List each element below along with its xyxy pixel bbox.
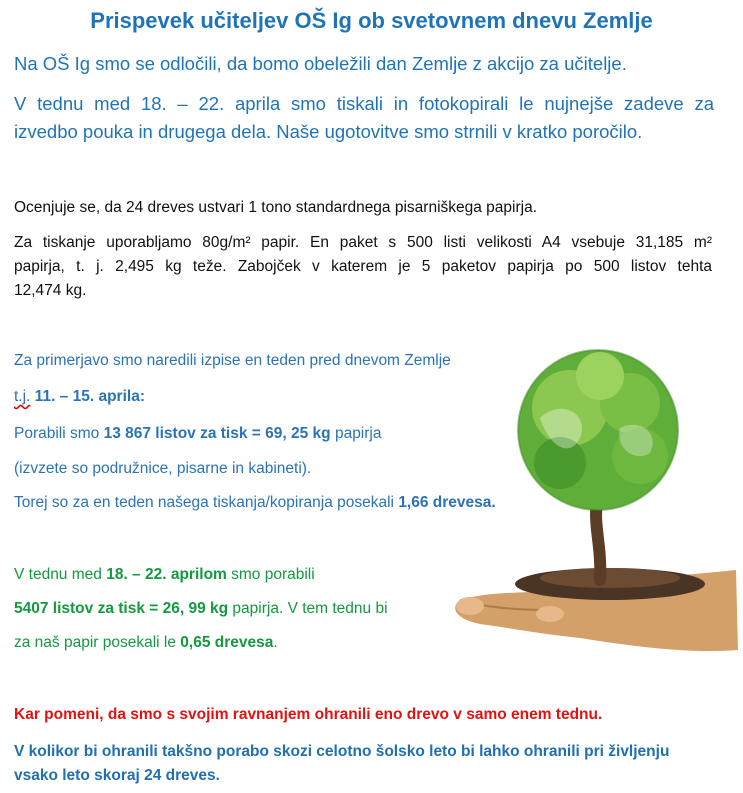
before-dates <box>14 386 145 408</box>
page-title: Prispevek učiteljev OŠ Ig ob svetovnem dnevu Zemlje <box>90 8 653 33</box>
before-usage <box>14 423 381 445</box>
before-ti: t.j. <box>14 388 31 405</box>
facts-line-3: 12,474 kg. <box>14 282 87 299</box>
before-usage-pre: Porabili smo <box>14 425 104 442</box>
before-trees-pre: Torej so za en teden našega tiskanja/kopiranja posekali <box>14 494 399 511</box>
during-line-3-bold: 0,65 drevesa <box>180 634 274 651</box>
intro-paragraph-2-line-1: V tednu med 18. – 22. aprila smo tiskali in fotokopirali le nujnejše zadeve za <box>14 93 714 114</box>
during-line-2 <box>14 598 388 620</box>
before-trees-bold: 1,66 drevesa. <box>398 494 496 511</box>
conclusion-blue-line-1: V kolikor bi ohranili takšno porabo skozi celotno šolsko leto bi lahko ohranili pri življenju <box>14 743 670 760</box>
facts-paragraph-1: Ocenjuje se, da 24 dreves ustvari 1 tono standardnega pisarniškega papirja. <box>14 199 538 216</box>
intro-paragraph-2-line-2: izvedbo pouka in drugega dela. Naše ugotovitve smo strnili v kratko poročilo. <box>14 121 643 142</box>
before-usage-bold: 13 867 listov za tisk = 69, 25 kg <box>103 425 331 442</box>
during-line-1-bold: 18. – 22. aprilom <box>106 566 227 583</box>
during-line-1 <box>14 564 315 586</box>
before-trees <box>14 492 496 514</box>
before-usage-post: papirja <box>330 425 382 442</box>
during-line-1-post: smo porabili <box>226 566 315 583</box>
facts-line-2: papirja, t. j. 2,495 kg teže. Zabojček v katerem je 5 paketov papirja po 500 listov tehta <box>14 258 712 275</box>
before-dates-bold: 11. – 15. aprila: <box>30 388 145 405</box>
before-note: (izvzete so podružnice, pisarne in kabineti). <box>14 460 312 477</box>
during-line-3-pre: za naš papir posekali le <box>14 634 181 651</box>
during-line-1-pre: V tednu med <box>14 566 107 583</box>
intro-paragraph-1: Na OŠ Ig smo se odločili, da bomo obeležili dan Zemlje z akcijo za učitelje. <box>14 53 627 74</box>
during-line-2-bold: 5407 listov za tisk = 26, 99 kg <box>14 600 229 617</box>
conclusion-red: Kar pomeni, da smo s svojim ravnanjem ohranili eno drevo v samo enem tednu. <box>14 706 603 723</box>
before-line-1: Za primerjavo smo naredili izpise en teden pred dnevom Zemlje <box>14 352 451 369</box>
facts-line-1: Za tiskanje uporabljamo 80g/m² papir. En paket s 500 listi velikosti A4 vsebuje 31,185 m² <box>14 234 712 251</box>
during-line-3 <box>14 632 278 654</box>
conclusion-blue-line-2: vsako leto skoraj 24 dreves. <box>14 767 220 784</box>
during-line-2-post: papirja. V tem tednu bi <box>228 600 388 617</box>
during-line-3-post: . <box>273 634 278 651</box>
